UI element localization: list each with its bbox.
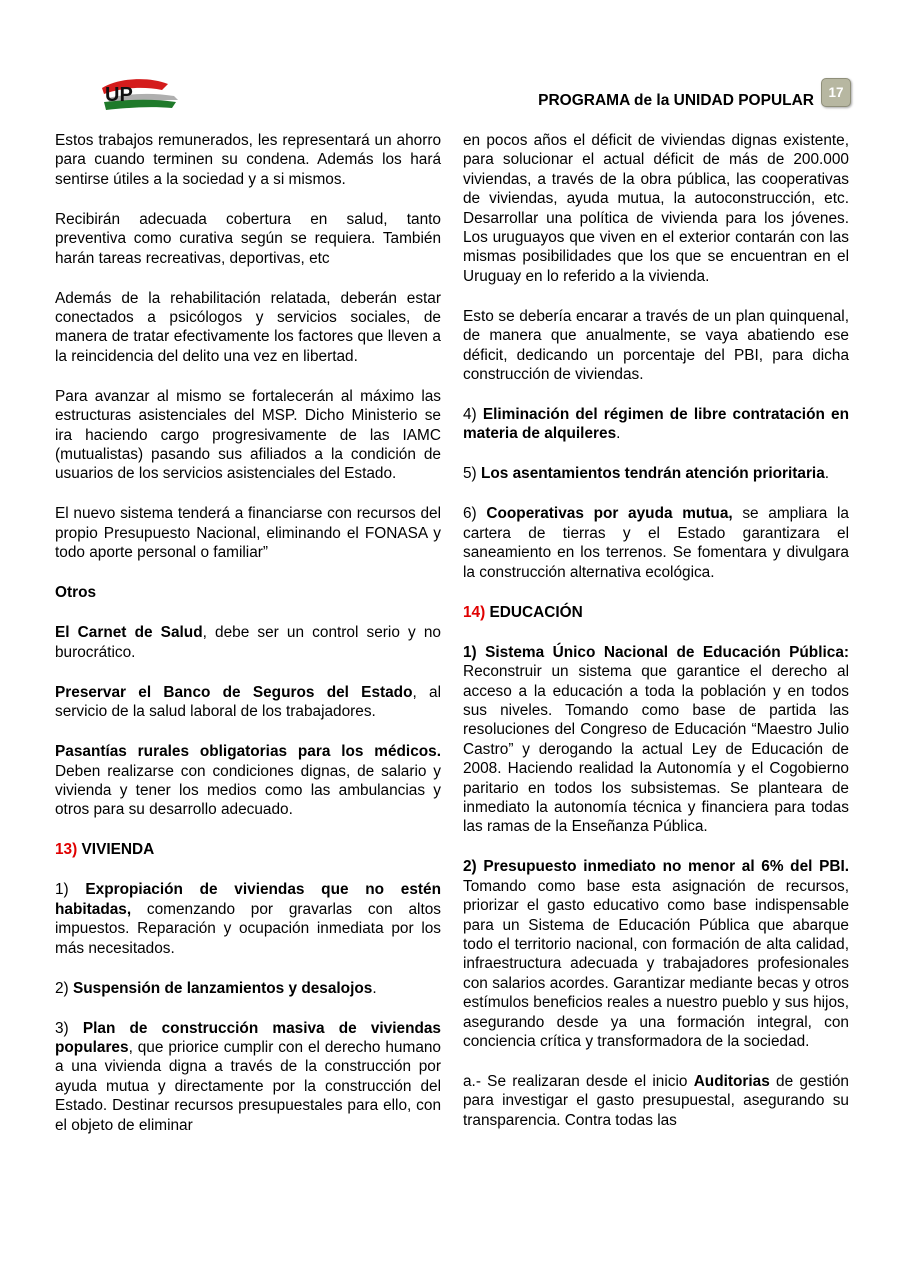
- section-heading-vivienda: 13) VIVIENDA: [55, 841, 155, 859]
- paragraph: Esto se debería encarar a través de un plan quinquenal, de manera que anualmente, se vaya abatiendo ese déficit, dedicando un porcentaje del PBI, para dicha construcción de viviendas.: [463, 307, 849, 384]
- subheading-otros: Otros: [55, 584, 97, 602]
- right-column: [463, 131, 849, 1130]
- list-item: 3) Plan de construcción masiva de viviendas populares, que priorice cumplir con el derecho humano a una vivienda digna a través de la construcción por ayuda mutua y directamente por la construcción del Estado. Destinar recursos presupuestales para ello, con el objeto de eliminar: [55, 1019, 441, 1134]
- paragraph: Preservar el Banco de Seguros del Estado, al servicio de la salud laboral de los trabajadores.: [55, 683, 442, 721]
- up-logo: [98, 76, 180, 112]
- list-item: 2) Suspensión de lanzamientos y desalojos.: [55, 979, 377, 997]
- list-item: 1) Expropiación de viviendas que no estén habitadas, comenzando por gravarlas con altos impuestos. Reparación y ocupación inmediata por los más necesitados.: [55, 881, 441, 957]
- paragraph: a.- Se realizaran desde el inicio Auditorias de gestión para investigar el gasto presupuestal, asegurando su transparencia. Contra todas las: [463, 1073, 849, 1129]
- list-item: 6) Cooperativas por ayuda mutua, se ampliara la cartera de tierras y el Estado garantizara el saneamiento en los terrenos. Se fomentara y divulgara la construcción alternativa ecológica.: [463, 505, 849, 581]
- paragraph: en pocos años el déficit de viviendas dignas existente, para solucionar el actual déficit de más de 200.000 viviendas, a través de la obra pública, las cooperativas de viviendas, ayuda mutua, la autoconstrucción, etc. Desarrollar una política de vivienda para los jóvenes. Los uruguayos que viven en el exterior contarán con las mismas posibilidades que los que se encuentran en el Uruguay en lo referido a la vivienda.: [463, 132, 849, 285]
- svg-text:UP: UP: [105, 84, 133, 106]
- section-heading-educacion: 14) EDUCACIÓN: [463, 603, 583, 621]
- list-item: 5) Los asentamientos tendrán atención prioritaria.: [463, 465, 830, 483]
- page-number-badge: 17: [821, 78, 851, 107]
- page-header-title: PROGRAMA de la UNIDAD POPULAR: [538, 92, 814, 109]
- paragraph: Pasantías rurales obligatorias para los médicos. Deben realizarse con condiciones dignas, de salario y vivienda y tener los medios como las ambulancias y otros para su desarrollo adecuado.: [55, 743, 441, 819]
- left-column: [55, 131, 441, 1135]
- paragraph: El Carnet de Salud, debe ser un control serio y no burocrático.: [55, 624, 441, 661]
- paragraph: 1) Sistema Único Nacional de Educación Pública: Reconstruir un sistema que garantice el derecho al acceso a la educación a toda la población y en todos sus niveles. Tomando como base de partida las resoluciones del Congreso de Educación “Maestro Julio Castro” y derogando la actual Ley de Educación de 2008. Haciendo realidad la Autonomía y el Cogobierno paritario en todos los subsistemas. Se planteara de inmediato la autonomía técnica y financiera para todas las ramas de la Enseñanza Pública.: [463, 643, 849, 836]
- paragraph: Estos trabajos remunerados, les representará un ahorro para cuando terminen su condena. Además los hará sentirse útiles a la sociedad y a si mismos.: [55, 132, 441, 188]
- paragraph: Recibirán adecuada cobertura en salud, tanto preventiva como curativa según se requiera. También harán tareas recreativas, deportivas, etc: [55, 210, 441, 267]
- paragraph: El nuevo sistema tenderá a financiarse con recursos del propio Presupuesto Nacional, eliminando el FONASA y todo aporte personal o familiar”: [55, 505, 441, 562]
- paragraph: 2) Presupuesto inmediato no menor al 6% del PBI. Tomando como base esta asignación de recursos, priorizar el gasto educativo como base indispensable para un Sistema de Educación Pública que abarque todo el territorio nacional, con formación de alta calidad, infraestructura adecuada y trabajadores profesionales con salarios acordes. Garantizar mediante becas y otros estímulos beneficios reales a nuestro pueblo y sus hijos, asegurando desde ya una formación integral, con conciencia crítica y transformadora de la sociedad.: [463, 858, 849, 1050]
- paragraph: Para avanzar al mismo se fortalecerán al máximo las estructuras asistenciales del MSP. Dicho Ministerio se ira haciendo cargo progresivamente de las IAMC (mutualistas) pasando sus afiliados a la condición de usuarios de los servicios asistenciales del Estado.: [55, 387, 441, 483]
- list-item: 4) Eliminación del régimen de libre contratación en materia de alquileres.: [463, 406, 849, 443]
- up-logo-graphic: [98, 76, 180, 112]
- paragraph: Además de la rehabilitación relatada, deberán estar conectados a psicólogos y servicios sociales, de manera de tratar efectivamente los factores que lleven a la reincidencia del delito una vez en libertad.: [55, 289, 441, 365]
